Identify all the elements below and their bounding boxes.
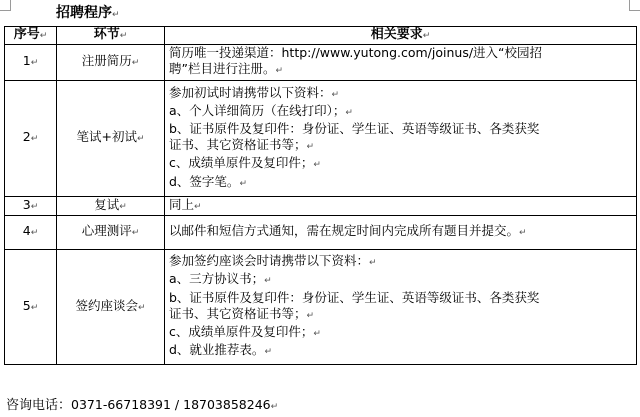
step-name: 复试 (94, 196, 120, 212)
paragraph-mark-icon: ↵ (30, 134, 39, 144)
requirement-line (169, 121, 632, 137)
requirement-line (169, 253, 632, 271)
paragraph-mark-icon: ↵ (30, 58, 39, 69)
paragraph-mark-icon: ↵ (264, 276, 272, 287)
requirement-line (169, 61, 632, 79)
requirement-text: 参加签约座谈会时请携带以下资料： (169, 253, 370, 269)
step-name: 注册简历 (81, 53, 132, 69)
document-title (56, 4, 120, 24)
requirement-line (169, 103, 632, 121)
requirement-line (169, 290, 632, 306)
step-name: 签约座谈会 (75, 297, 138, 313)
paragraph-mark-icon: ↵ (313, 160, 321, 171)
recruitment-process-table (4, 26, 637, 365)
paragraph-mark-icon: ↵ (30, 201, 39, 212)
step-cell (57, 249, 165, 364)
table-row (5, 45, 637, 80)
row-number-cell (5, 80, 57, 196)
requirement-line (169, 324, 632, 342)
paragraph-mark-icon: ↵ (119, 201, 127, 212)
requirements-cell (165, 45, 637, 80)
requirements-cell (165, 215, 637, 249)
paragraph-mark-icon: ↵ (136, 134, 145, 144)
requirement-line (169, 174, 632, 192)
requirement-text: 证书、其它资格证书等； (169, 137, 307, 153)
paragraph-mark-icon: ↵ (30, 302, 39, 313)
requirements-cell (165, 196, 637, 215)
step-cell (57, 80, 165, 196)
requirement-text: 以邮件和短信方式通知，需在规定时间内完成所有题目并提交。 (169, 223, 520, 239)
requirement-text: b、证书原件及复印件：身份证、学生证、英语等级证书、各类获奖 (169, 289, 540, 305)
requirement-text: a、三方协议书； (169, 271, 265, 287)
paragraph-mark-icon: ↵ (345, 107, 353, 118)
requirement-text: c、成绩单原件及复印件； (169, 324, 314, 340)
row-number: 5 (22, 297, 31, 313)
paragraph-mark-icon: ↵ (30, 228, 39, 239)
step-name: 心理测评 (81, 223, 132, 239)
requirement-line (169, 306, 632, 324)
requirement-text: 简历唯一投递渠道：http://www.yutong.com/joinus/进入“校园招 (169, 45, 543, 61)
requirement-line (169, 45, 632, 61)
row-number: 2 (22, 129, 31, 144)
step-cell (57, 215, 165, 249)
requirement-text: a、个人详细简历（在线打印）； (169, 102, 346, 118)
row-number-cell (5, 196, 57, 215)
requirement-text: 参加初试时请携带以下资料： (169, 84, 332, 100)
paragraph-mark-icon: ↵ (137, 302, 146, 313)
header-step: 环节↵ (57, 27, 165, 45)
paragraph-mark-icon: ↵ (131, 228, 140, 239)
contact-label: 咨询电话： (6, 398, 72, 413)
step-cell (57, 45, 165, 80)
margin-corner-mark (629, 0, 640, 11)
requirement-text: 聘”栏目进行注册。 (169, 61, 276, 77)
requirements-cell (165, 249, 637, 364)
table-row (5, 196, 637, 215)
requirement-line (169, 271, 632, 289)
table-body (5, 45, 637, 365)
paragraph-mark-icon: ↵ (313, 329, 321, 340)
margin-corner-mark (0, 0, 11, 11)
paragraph-mark-icon: ↵ (306, 310, 315, 321)
requirement-line (169, 342, 632, 360)
contact-line (6, 396, 278, 416)
requirement-line (169, 223, 632, 241)
paragraph-mark-icon: ↵ (270, 402, 279, 412)
table-row (5, 215, 637, 249)
paragraph-mark-icon: ↵ (264, 347, 272, 358)
row-number: 3 (22, 196, 31, 212)
row-number-cell (5, 45, 57, 80)
paragraph-mark-icon: ↵ (275, 66, 284, 77)
paragraph-mark-icon: ↵ (112, 10, 120, 20)
requirement-line (169, 197, 632, 215)
paragraph-mark-icon: ↵ (131, 58, 140, 69)
row-number: 4 (22, 223, 31, 239)
header-requirements: 相关要求↵ (165, 27, 637, 45)
paragraph-mark-icon: ↵ (331, 89, 340, 100)
requirements-cell (165, 80, 637, 196)
step-cell (57, 196, 165, 215)
requirement-line (169, 155, 632, 173)
paragraph-mark-icon: ↵ (194, 201, 202, 212)
requirement-text: d、签字笔。 (169, 173, 240, 189)
requirement-line (169, 137, 632, 155)
requirement-text: 同上 (169, 196, 195, 212)
requirement-text: 证书、其它资格证书等； (169, 305, 307, 321)
row-number: 1 (22, 53, 31, 69)
table-row (5, 80, 637, 196)
requirement-line (169, 85, 632, 103)
cell-mark-icon: ↵ (39, 31, 48, 41)
cell-mark-icon: ↵ (119, 31, 128, 41)
cell-mark-icon: ↵ (422, 31, 431, 41)
paragraph-mark-icon: ↵ (239, 178, 247, 189)
title-text: 招聘程序 (56, 5, 112, 21)
table-header-row (5, 27, 637, 45)
paragraph-mark-icon: ↵ (306, 142, 315, 153)
requirement-text: d、就业推荐表。 (169, 342, 265, 358)
contact-numbers: 0371-66718391 / 18703858246 (71, 397, 271, 412)
paragraph-mark-icon: ↵ (519, 228, 527, 239)
row-number-cell (5, 249, 57, 364)
paragraph-mark-icon: ↵ (369, 258, 377, 269)
row-number-cell (5, 215, 57, 249)
header-number: 序号↵ (5, 27, 57, 45)
requirement-text: c、成绩单原件及复印件； (169, 155, 314, 171)
requirement-text: b、证书原件及复印件：身份证、学生证、英语等级证书、各类获奖 (169, 120, 540, 136)
step-name: 笔试+初试 (76, 129, 137, 144)
table-row (5, 249, 637, 364)
